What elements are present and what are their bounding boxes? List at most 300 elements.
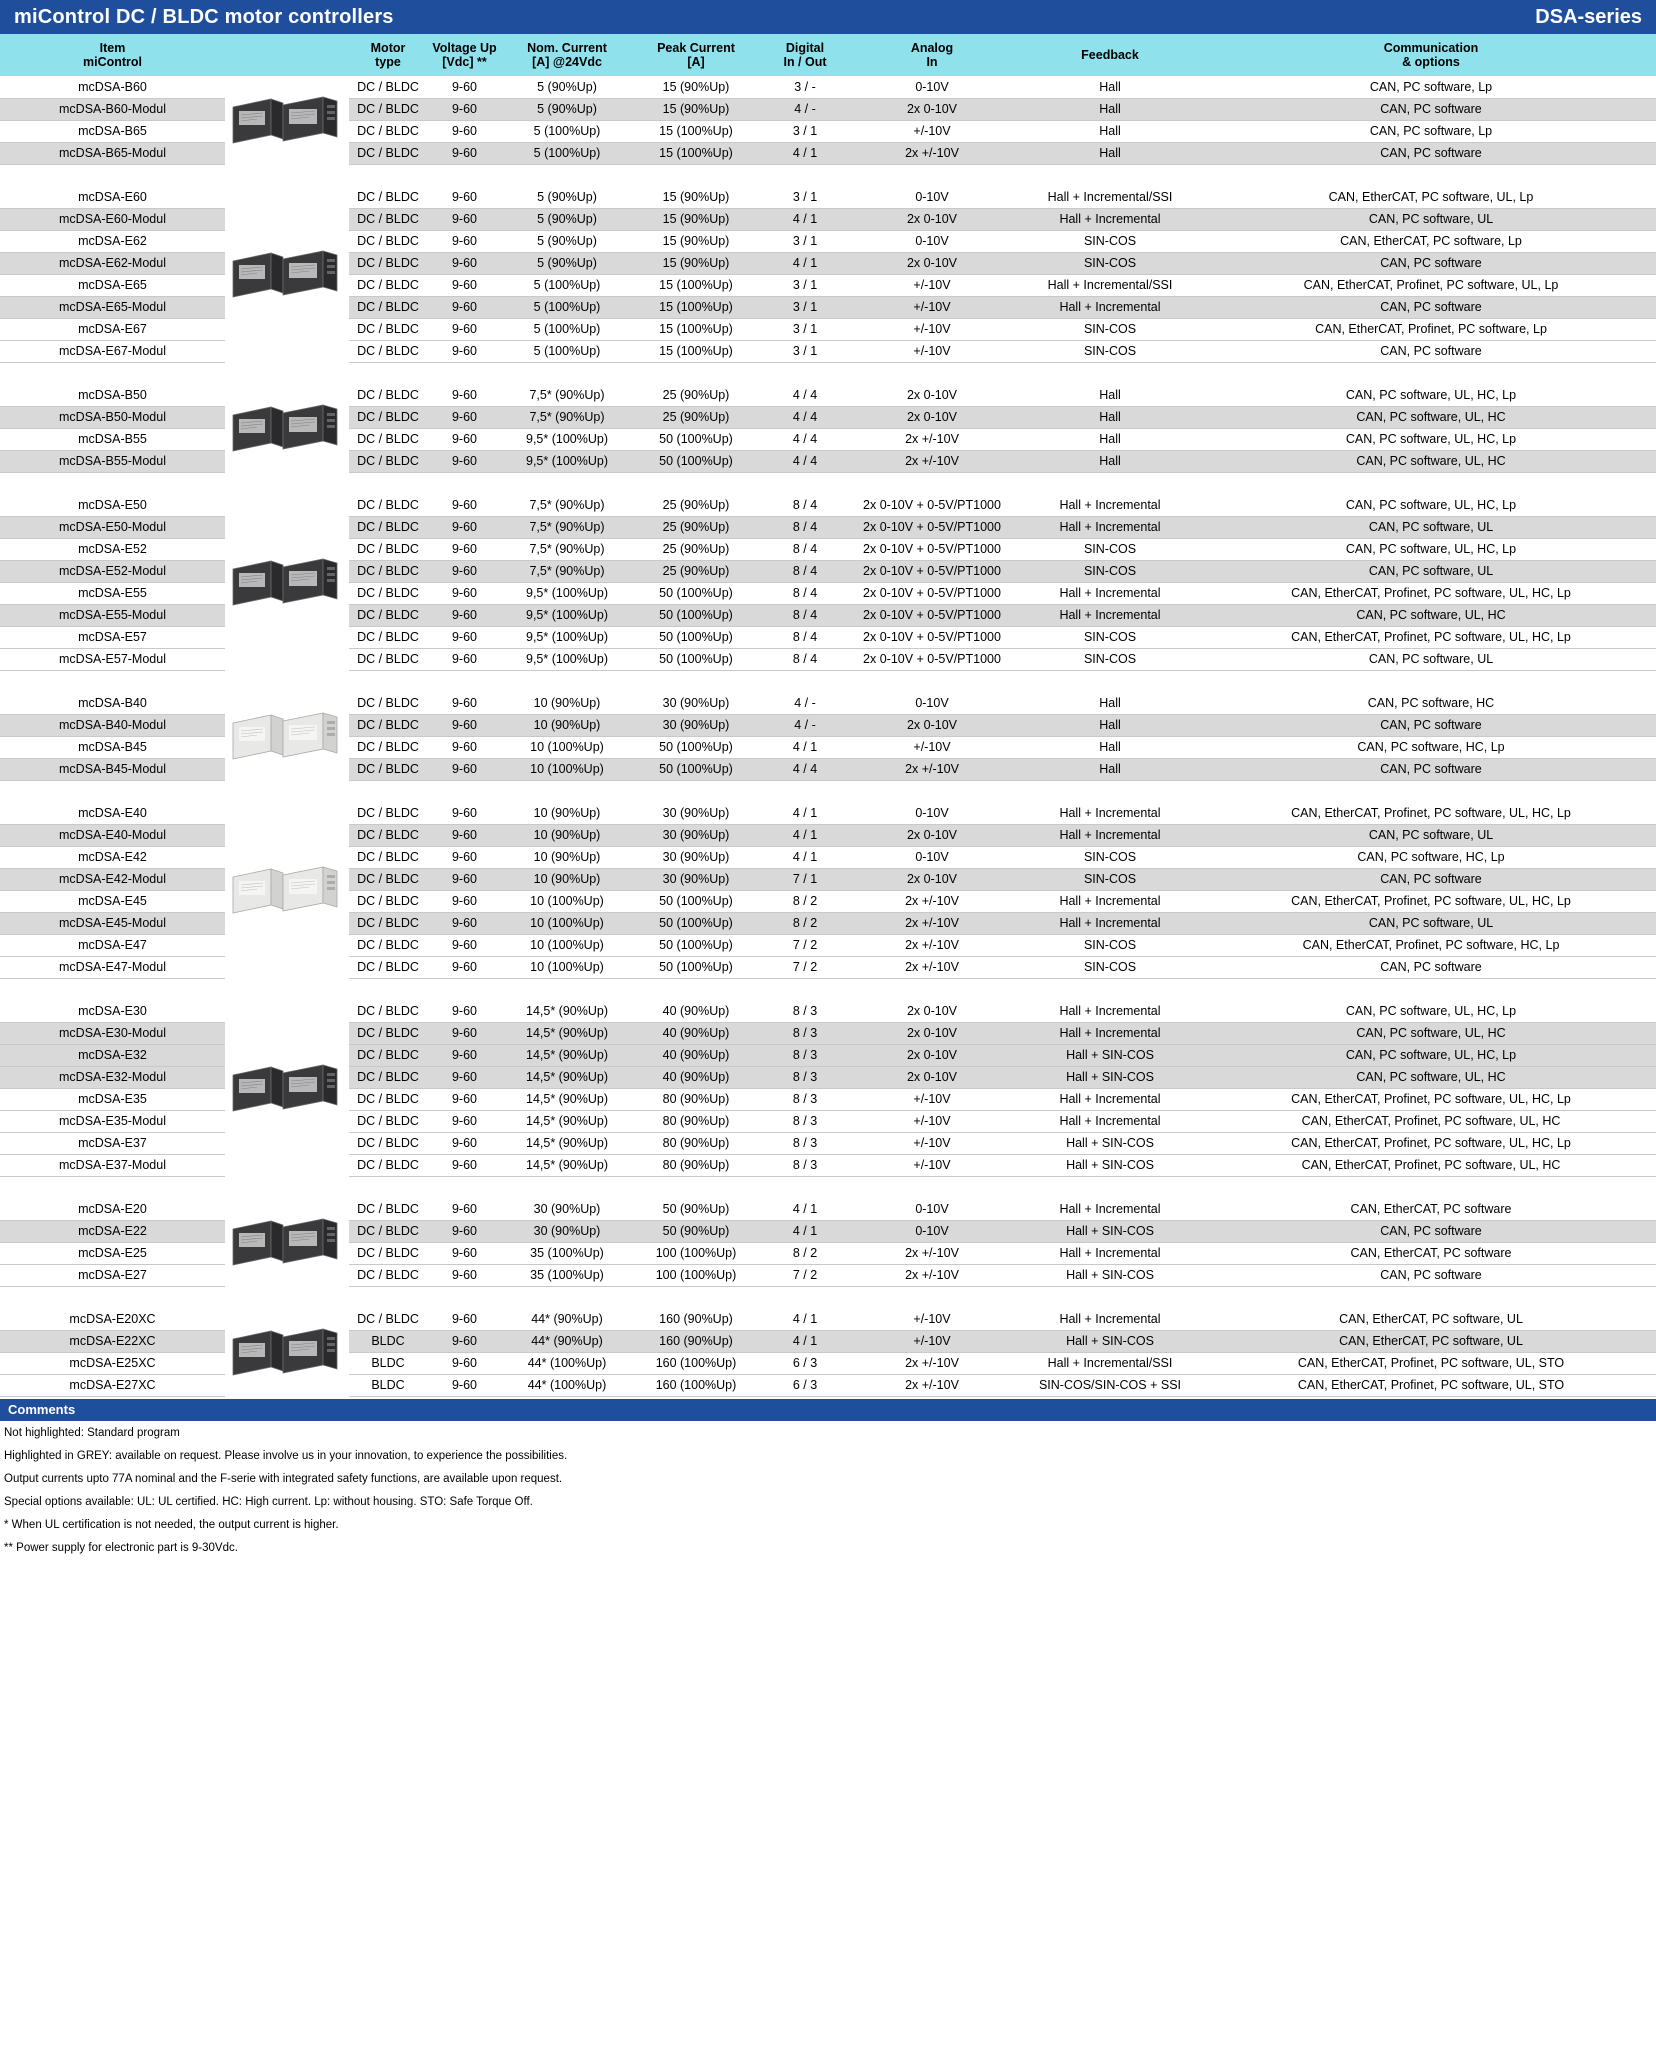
- cell-communication: CAN, EtherCAT, PC software, UL, Lp: [1206, 186, 1656, 208]
- cell-nominal-current: 7,5* (90%Up): [502, 516, 632, 538]
- cell-peak-current: 15 (100%Up): [632, 142, 760, 164]
- cell-digital-io: 8 / 3: [760, 1088, 850, 1110]
- cell-communication: CAN, PC software, HC, Lp: [1206, 846, 1656, 868]
- cell-peak-current: 50 (100%Up): [632, 604, 760, 626]
- controller-photo-e20-icon: [225, 1198, 347, 1286]
- cell-communication: CAN, EtherCAT, PC software, Lp: [1206, 230, 1656, 252]
- cell-voltage: 9-60: [427, 1264, 502, 1286]
- cell-feedback: Hall + Incremental: [1014, 582, 1206, 604]
- cell-feedback: Hall + Incremental: [1014, 1110, 1206, 1132]
- cell-digital-io: 7 / 2: [760, 956, 850, 978]
- group-spacer: [0, 164, 1656, 186]
- cell-communication: CAN, EtherCAT, Profinet, PC software, UL, STO: [1206, 1374, 1656, 1396]
- cell-feedback: SIN-COS/SIN-COS + SSI: [1014, 1374, 1206, 1396]
- cell-motor-type: DC / BLDC: [349, 1242, 427, 1264]
- cell-digital-io: 6 / 3: [760, 1352, 850, 1374]
- cell-motor-type: DC / BLDC: [349, 274, 427, 296]
- cell-analog-in: 2x +/-10V: [850, 1352, 1014, 1374]
- cell-motor-type: DC / BLDC: [349, 868, 427, 890]
- cell-digital-io: 3 / 1: [760, 120, 850, 142]
- cell-digital-io: 3 / 1: [760, 186, 850, 208]
- cell-communication: CAN, PC software: [1206, 956, 1656, 978]
- cell-digital-io: 7 / 2: [760, 934, 850, 956]
- cell-analog-in: 2x 0-10V: [850, 868, 1014, 890]
- cell-item: mcDSA-E25XC: [0, 1352, 225, 1374]
- cell-motor-type: DC / BLDC: [349, 626, 427, 648]
- cell-peak-current: 15 (90%Up): [632, 98, 760, 120]
- cell-peak-current: 50 (100%Up): [632, 626, 760, 648]
- cell-motor-type: DC / BLDC: [349, 604, 427, 626]
- cell-analog-in: +/-10V: [850, 296, 1014, 318]
- cell-digital-io: 8 / 3: [760, 1022, 850, 1044]
- cell-digital-io: 8 / 3: [760, 1066, 850, 1088]
- cell-peak-current: 30 (90%Up): [632, 824, 760, 846]
- cell-nominal-current: 9,5* (100%Up): [502, 428, 632, 450]
- cell-feedback: Hall + Incremental: [1014, 1242, 1206, 1264]
- cell-nominal-current: 10 (90%Up): [502, 824, 632, 846]
- cell-item: mcDSA-E50: [0, 494, 225, 516]
- cell-feedback: SIN-COS: [1014, 340, 1206, 362]
- cell-communication: CAN, EtherCAT, Profinet, PC software, UL, STO: [1206, 1352, 1656, 1374]
- cell-item: mcDSA-E40: [0, 802, 225, 824]
- table-header-row: [0, 34, 1656, 76]
- cell-communication: CAN, EtherCAT, Profinet, PC software, UL, HC, Lp: [1206, 582, 1656, 604]
- comment-line: ** Power supply for electronic part is 9-30Vdc.: [4, 1541, 238, 1554]
- group-spacer: [0, 1286, 1656, 1308]
- cell-item: mcDSA-E65: [0, 274, 225, 296]
- cell-item: mcDSA-E65-Modul: [0, 296, 225, 318]
- cell-digital-io: 4 / 1: [760, 208, 850, 230]
- cell-communication: CAN, PC software: [1206, 868, 1656, 890]
- cell-voltage: 9-60: [427, 1374, 502, 1396]
- cell-peak-current: 25 (90%Up): [632, 516, 760, 538]
- cell-motor-type: DC / BLDC: [349, 428, 427, 450]
- cell-communication: CAN, EtherCAT, Profinet, PC software, UL, HC, Lp: [1206, 626, 1656, 648]
- cell-nominal-current: 10 (90%Up): [502, 692, 632, 714]
- cell-nominal-current: 30 (90%Up): [502, 1220, 632, 1242]
- cell-nominal-current: 5 (90%Up): [502, 208, 632, 230]
- cell-motor-type: BLDC: [349, 1374, 427, 1396]
- cell-communication: CAN, PC software, HC: [1206, 692, 1656, 714]
- cell-motor-type: DC / BLDC: [349, 208, 427, 230]
- cell-communication: CAN, PC software, UL: [1206, 516, 1656, 538]
- cell-nominal-current: 5 (90%Up): [502, 76, 632, 98]
- cell-voltage: 9-60: [427, 428, 502, 450]
- cell-nominal-current: 14,5* (90%Up): [502, 1066, 632, 1088]
- cell-nominal-current: 5 (90%Up): [502, 230, 632, 252]
- cell-communication: CAN, PC software: [1206, 98, 1656, 120]
- cell-feedback: Hall + Incremental: [1014, 824, 1206, 846]
- controller-photo-e20xc-icon: [225, 1308, 347, 1396]
- cell-communication: CAN, PC software, UL, HC: [1206, 450, 1656, 472]
- cell-voltage: 9-60: [427, 868, 502, 890]
- cell-analog-in: 2x 0-10V + 0-5V/PT1000: [850, 648, 1014, 670]
- cell-motor-type: DC / BLDC: [349, 142, 427, 164]
- cell-nominal-current: 5 (90%Up): [502, 186, 632, 208]
- cell-motor-type: DC / BLDC: [349, 406, 427, 428]
- cell-voltage: 9-60: [427, 912, 502, 934]
- cell-communication: CAN, EtherCAT, Profinet, PC software, UL, HC, Lp: [1206, 1088, 1656, 1110]
- cell-peak-current: 25 (90%Up): [632, 538, 760, 560]
- cell-peak-current: 25 (90%Up): [632, 384, 760, 406]
- series-title: DSA-series: [1535, 5, 1642, 28]
- product-photo: [225, 1000, 349, 1176]
- cell-nominal-current: 9,5* (100%Up): [502, 648, 632, 670]
- cell-item: mcDSA-E55: [0, 582, 225, 604]
- cell-analog-in: +/-10V: [850, 1132, 1014, 1154]
- cell-feedback: Hall: [1014, 98, 1206, 120]
- cell-communication: CAN, EtherCAT, Profinet, PC software, UL, HC: [1206, 1110, 1656, 1132]
- cell-nominal-current: 7,5* (90%Up): [502, 406, 632, 428]
- cell-motor-type: DC / BLDC: [349, 758, 427, 780]
- cell-nominal-current: 14,5* (90%Up): [502, 1044, 632, 1066]
- cell-digital-io: 7 / 2: [760, 1264, 850, 1286]
- cell-item: mcDSA-E47: [0, 934, 225, 956]
- page-title: miControl DC / BLDC motor controllers: [14, 5, 394, 28]
- cell-voltage: 9-60: [427, 318, 502, 340]
- cell-voltage: 9-60: [427, 1044, 502, 1066]
- cell-peak-current: 50 (100%Up): [632, 890, 760, 912]
- cell-digital-io: 8 / 4: [760, 560, 850, 582]
- cell-communication: CAN, PC software: [1206, 714, 1656, 736]
- cell-analog-in: 2x 0-10V: [850, 406, 1014, 428]
- cell-feedback: SIN-COS: [1014, 626, 1206, 648]
- cell-communication: CAN, PC software, Lp: [1206, 76, 1656, 98]
- cell-analog-in: 2x 0-10V: [850, 208, 1014, 230]
- cell-item: mcDSA-B50-Modul: [0, 406, 225, 428]
- cell-voltage: 9-60: [427, 846, 502, 868]
- cell-nominal-current: 9,5* (100%Up): [502, 450, 632, 472]
- cell-motor-type: DC / BLDC: [349, 912, 427, 934]
- cell-communication: CAN, PC software: [1206, 1220, 1656, 1242]
- spacer-cell: [0, 1176, 1656, 1198]
- cell-peak-current: 50 (100%Up): [632, 912, 760, 934]
- cell-item: mcDSA-E27XC: [0, 1374, 225, 1396]
- cell-digital-io: 4 / -: [760, 714, 850, 736]
- cell-communication: CAN, PC software, UL: [1206, 208, 1656, 230]
- cell-peak-current: 15 (100%Up): [632, 296, 760, 318]
- cell-analog-in: 2x 0-10V: [850, 1066, 1014, 1088]
- cell-peak-current: 30 (90%Up): [632, 846, 760, 868]
- cell-nominal-current: 10 (100%Up): [502, 912, 632, 934]
- cell-analog-in: 2x 0-10V: [850, 252, 1014, 274]
- comment-line: * When UL certification is not needed, the output current is higher.: [4, 1518, 339, 1531]
- product-photo: [225, 384, 349, 472]
- cell-analog-in: 2x +/-10V: [850, 1374, 1014, 1396]
- cell-analog-in: 0-10V: [850, 1198, 1014, 1220]
- comment-line: Special options available: UL: UL certified. HC: High current. Lp: without housing. STO: Safe Torque Off.: [4, 1495, 533, 1508]
- cell-peak-current: 15 (100%Up): [632, 120, 760, 142]
- cell-analog-in: 0-10V: [850, 230, 1014, 252]
- cell-feedback: SIN-COS: [1014, 648, 1206, 670]
- cell-voltage: 9-60: [427, 692, 502, 714]
- cell-feedback: Hall + Incremental/SSI: [1014, 1352, 1206, 1374]
- comments-list: [0, 1421, 1656, 1575]
- cell-digital-io: 8 / 3: [760, 1044, 850, 1066]
- table-body: [0, 76, 1656, 1396]
- cell-digital-io: 4 / 4: [760, 384, 850, 406]
- cell-motor-type: DC / BLDC: [349, 1066, 427, 1088]
- cell-digital-io: 8 / 4: [760, 604, 850, 626]
- cell-digital-io: 4 / 1: [760, 142, 850, 164]
- cell-item: mcDSA-E42-Modul: [0, 868, 225, 890]
- cell-digital-io: 4 / 4: [760, 406, 850, 428]
- cell-motor-type: DC / BLDC: [349, 1132, 427, 1154]
- cell-item: mcDSA-E62: [0, 230, 225, 252]
- cell-nominal-current: 5 (100%Up): [502, 296, 632, 318]
- cell-peak-current: 50 (100%Up): [632, 582, 760, 604]
- cell-voltage: 9-60: [427, 1110, 502, 1132]
- cell-item: mcDSA-E62-Modul: [0, 252, 225, 274]
- cell-item: mcDSA-B55: [0, 428, 225, 450]
- cell-voltage: 9-60: [427, 956, 502, 978]
- cell-motor-type: DC / BLDC: [349, 252, 427, 274]
- cell-feedback: Hall: [1014, 714, 1206, 736]
- cell-analog-in: 2x 0-10V: [850, 1000, 1014, 1022]
- cell-communication: CAN, PC software, Lp: [1206, 120, 1656, 142]
- cell-feedback: Hall + SIN-COS: [1014, 1044, 1206, 1066]
- cell-digital-io: 8 / 4: [760, 582, 850, 604]
- cell-nominal-current: 5 (100%Up): [502, 318, 632, 340]
- cell-item: mcDSA-B45-Modul: [0, 758, 225, 780]
- cell-peak-current: 80 (90%Up): [632, 1154, 760, 1176]
- cell-item: mcDSA-E55-Modul: [0, 604, 225, 626]
- cell-nominal-current: 35 (100%Up): [502, 1242, 632, 1264]
- cell-nominal-current: 10 (90%Up): [502, 714, 632, 736]
- cell-analog-in: 2x +/-10V: [850, 142, 1014, 164]
- cell-item: mcDSA-E20: [0, 1198, 225, 1220]
- cell-voltage: 9-60: [427, 1154, 502, 1176]
- cell-motor-type: DC / BLDC: [349, 1264, 427, 1286]
- cell-peak-current: 80 (90%Up): [632, 1110, 760, 1132]
- cell-motor-type: DC / BLDC: [349, 120, 427, 142]
- cell-voltage: 9-60: [427, 230, 502, 252]
- cell-item: mcDSA-E22XC: [0, 1330, 225, 1352]
- cell-analog-in: +/-10V: [850, 1330, 1014, 1352]
- cell-voltage: 9-60: [427, 516, 502, 538]
- cell-nominal-current: 44* (100%Up): [502, 1374, 632, 1396]
- cell-digital-io: 3 / 1: [760, 230, 850, 252]
- cell-feedback: Hall + Incremental: [1014, 1000, 1206, 1022]
- cell-item: mcDSA-E40-Modul: [0, 824, 225, 846]
- cell-voltage: 9-60: [427, 274, 502, 296]
- cell-item: mcDSA-B60: [0, 76, 225, 98]
- cell-feedback: Hall: [1014, 692, 1206, 714]
- cell-voltage: 9-60: [427, 648, 502, 670]
- cell-item: mcDSA-E35-Modul: [0, 1110, 225, 1132]
- cell-item: mcDSA-E45: [0, 890, 225, 912]
- cell-communication: CAN, EtherCAT, Profinet, PC software, HC, Lp: [1206, 934, 1656, 956]
- cell-item: mcDSA-E27: [0, 1264, 225, 1286]
- cell-peak-current: 80 (90%Up): [632, 1088, 760, 1110]
- cell-nominal-current: 5 (100%Up): [502, 274, 632, 296]
- cell-motor-type: DC / BLDC: [349, 76, 427, 98]
- cell-digital-io: 3 / 1: [760, 296, 850, 318]
- cell-digital-io: 8 / 4: [760, 516, 850, 538]
- cell-peak-current: 15 (90%Up): [632, 208, 760, 230]
- cell-analog-in: +/-10V: [850, 1154, 1014, 1176]
- cell-voltage: 9-60: [427, 450, 502, 472]
- cell-digital-io: 8 / 3: [760, 1110, 850, 1132]
- cell-motor-type: DC / BLDC: [349, 516, 427, 538]
- cell-communication: CAN, PC software: [1206, 340, 1656, 362]
- cell-digital-io: 8 / 4: [760, 648, 850, 670]
- controller-photo-e50-icon: [225, 494, 347, 670]
- cell-communication: CAN, PC software, UL, HC, Lp: [1206, 494, 1656, 516]
- cell-voltage: 9-60: [427, 934, 502, 956]
- cell-item: mcDSA-B60-Modul: [0, 98, 225, 120]
- cell-nominal-current: 7,5* (90%Up): [502, 560, 632, 582]
- cell-peak-current: 30 (90%Up): [632, 868, 760, 890]
- cell-analog-in: +/-10V: [850, 736, 1014, 758]
- cell-digital-io: 8 / 4: [760, 494, 850, 516]
- cell-analog-in: 2x 0-10V: [850, 824, 1014, 846]
- cell-voltage: 9-60: [427, 252, 502, 274]
- product-photo: [225, 186, 349, 362]
- cell-digital-io: 4 / 4: [760, 758, 850, 780]
- cell-feedback: Hall + Incremental: [1014, 516, 1206, 538]
- cell-nominal-current: 44* (100%Up): [502, 1352, 632, 1374]
- cell-voltage: 9-60: [427, 1022, 502, 1044]
- spacer-cell: [0, 472, 1656, 494]
- cell-voltage: 9-60: [427, 1308, 502, 1330]
- cell-communication: CAN, PC software, UL, HC: [1206, 604, 1656, 626]
- group-spacer: [0, 670, 1656, 692]
- cell-feedback: SIN-COS: [1014, 252, 1206, 274]
- table-row: [0, 76, 1656, 98]
- cell-item: mcDSA-B40-Modul: [0, 714, 225, 736]
- cell-voltage: 9-60: [427, 1220, 502, 1242]
- table-row: [0, 494, 1656, 516]
- cell-digital-io: 8 / 4: [760, 538, 850, 560]
- cell-feedback: SIN-COS: [1014, 934, 1206, 956]
- cell-item: mcDSA-E67-Modul: [0, 340, 225, 362]
- col-communication: Communication & options: [1206, 34, 1656, 76]
- cell-digital-io: 6 / 3: [760, 1374, 850, 1396]
- cell-nominal-current: 10 (100%Up): [502, 758, 632, 780]
- col-peak-current: Peak Current [A]: [632, 34, 760, 76]
- cell-motor-type: DC / BLDC: [349, 714, 427, 736]
- col-item: Item miControl: [0, 34, 225, 76]
- cell-motor-type: DC / BLDC: [349, 1022, 427, 1044]
- product-photo: [225, 1308, 349, 1396]
- cell-feedback: Hall + Incremental: [1014, 1022, 1206, 1044]
- cell-peak-current: 50 (100%Up): [632, 956, 760, 978]
- table-row: [0, 384, 1656, 406]
- cell-analog-in: 2x 0-10V: [850, 98, 1014, 120]
- cell-digital-io: 8 / 2: [760, 912, 850, 934]
- cell-nominal-current: 7,5* (90%Up): [502, 384, 632, 406]
- cell-item: mcDSA-E30-Modul: [0, 1022, 225, 1044]
- cell-digital-io: 4 / 1: [760, 1308, 850, 1330]
- cell-feedback: Hall + Incremental: [1014, 208, 1206, 230]
- comment-line: Not highlighted: Standard program: [4, 1426, 180, 1439]
- col-image: [225, 34, 349, 76]
- cell-digital-io: 3 / 1: [760, 318, 850, 340]
- cell-peak-current: 50 (100%Up): [632, 758, 760, 780]
- cell-peak-current: 160 (90%Up): [632, 1308, 760, 1330]
- cell-motor-type: DC / BLDC: [349, 538, 427, 560]
- cell-item: mcDSA-E32: [0, 1044, 225, 1066]
- cell-item: mcDSA-E25: [0, 1242, 225, 1264]
- cell-nominal-current: 14,5* (90%Up): [502, 1132, 632, 1154]
- cell-voltage: 9-60: [427, 142, 502, 164]
- cell-analog-in: 2x 0-10V + 0-5V/PT1000: [850, 604, 1014, 626]
- cell-communication: CAN, PC software, UL, HC, Lp: [1206, 384, 1656, 406]
- cell-communication: CAN, PC software, UL, HC: [1206, 406, 1656, 428]
- cell-motor-type: DC / BLDC: [349, 340, 427, 362]
- cell-analog-in: 2x 0-10V + 0-5V/PT1000: [850, 626, 1014, 648]
- cell-digital-io: 8 / 3: [760, 1154, 850, 1176]
- cell-peak-current: 15 (100%Up): [632, 340, 760, 362]
- cell-voltage: 9-60: [427, 186, 502, 208]
- cell-digital-io: 7 / 1: [760, 868, 850, 890]
- cell-item: mcDSA-E50-Modul: [0, 516, 225, 538]
- cell-feedback: Hall + SIN-COS: [1014, 1132, 1206, 1154]
- cell-digital-io: 4 / -: [760, 692, 850, 714]
- cell-feedback: SIN-COS: [1014, 846, 1206, 868]
- spacer-cell: [0, 164, 1656, 186]
- controller-photo-e30-icon: [225, 1000, 347, 1176]
- cell-peak-current: 30 (90%Up): [632, 692, 760, 714]
- cell-peak-current: 40 (90%Up): [632, 1022, 760, 1044]
- cell-analog-in: 2x 0-10V + 0-5V/PT1000: [850, 582, 1014, 604]
- cell-motor-type: DC / BLDC: [349, 934, 427, 956]
- cell-analog-in: 0-10V: [850, 802, 1014, 824]
- cell-voltage: 9-60: [427, 1198, 502, 1220]
- cell-voltage: 9-60: [427, 714, 502, 736]
- cell-voltage: 9-60: [427, 626, 502, 648]
- cell-item: mcDSA-E22: [0, 1220, 225, 1242]
- cell-analog-in: 2x +/-10V: [850, 1264, 1014, 1286]
- cell-peak-current: 25 (90%Up): [632, 494, 760, 516]
- cell-motor-type: DC / BLDC: [349, 1110, 427, 1132]
- cell-digital-io: 4 / 1: [760, 802, 850, 824]
- cell-voltage: 9-60: [427, 340, 502, 362]
- cell-communication: CAN, EtherCAT, PC software, UL: [1206, 1308, 1656, 1330]
- cell-peak-current: 15 (90%Up): [632, 76, 760, 98]
- group-spacer: [0, 362, 1656, 384]
- cell-peak-current: 50 (90%Up): [632, 1220, 760, 1242]
- cell-analog-in: 2x +/-10V: [850, 450, 1014, 472]
- col-feedback: Feedback: [1014, 34, 1206, 76]
- comment-line: Highlighted in GREY: available on request. Please involve us in your innovation, to experience the possibilities.: [4, 1449, 568, 1462]
- cell-nominal-current: 30 (90%Up): [502, 1198, 632, 1220]
- cell-communication: CAN, PC software, UL, HC, Lp: [1206, 538, 1656, 560]
- cell-feedback: Hall: [1014, 428, 1206, 450]
- cell-peak-current: 50 (90%Up): [632, 1198, 760, 1220]
- cell-feedback: SIN-COS: [1014, 318, 1206, 340]
- cell-nominal-current: 14,5* (90%Up): [502, 1110, 632, 1132]
- controller-photo-b60-icon: [225, 76, 347, 164]
- table-row: [0, 186, 1656, 208]
- cell-peak-current: 40 (90%Up): [632, 1000, 760, 1022]
- cell-analog-in: +/-10V: [850, 274, 1014, 296]
- cell-peak-current: 15 (90%Up): [632, 252, 760, 274]
- cell-feedback: Hall + SIN-COS: [1014, 1154, 1206, 1176]
- cell-communication: CAN, EtherCAT, Profinet, PC software, UL, HC, Lp: [1206, 890, 1656, 912]
- cell-voltage: 9-60: [427, 406, 502, 428]
- cell-digital-io: 4 / 1: [760, 824, 850, 846]
- cell-item: mcDSA-E47-Modul: [0, 956, 225, 978]
- cell-analog-in: 0-10V: [850, 186, 1014, 208]
- cell-nominal-current: 10 (100%Up): [502, 736, 632, 758]
- cell-peak-current: 50 (100%Up): [632, 648, 760, 670]
- cell-feedback: Hall: [1014, 450, 1206, 472]
- cell-communication: CAN, PC software, UL, HC, Lp: [1206, 1000, 1656, 1022]
- cell-digital-io: 4 / 1: [760, 1330, 850, 1352]
- cell-analog-in: 0-10V: [850, 76, 1014, 98]
